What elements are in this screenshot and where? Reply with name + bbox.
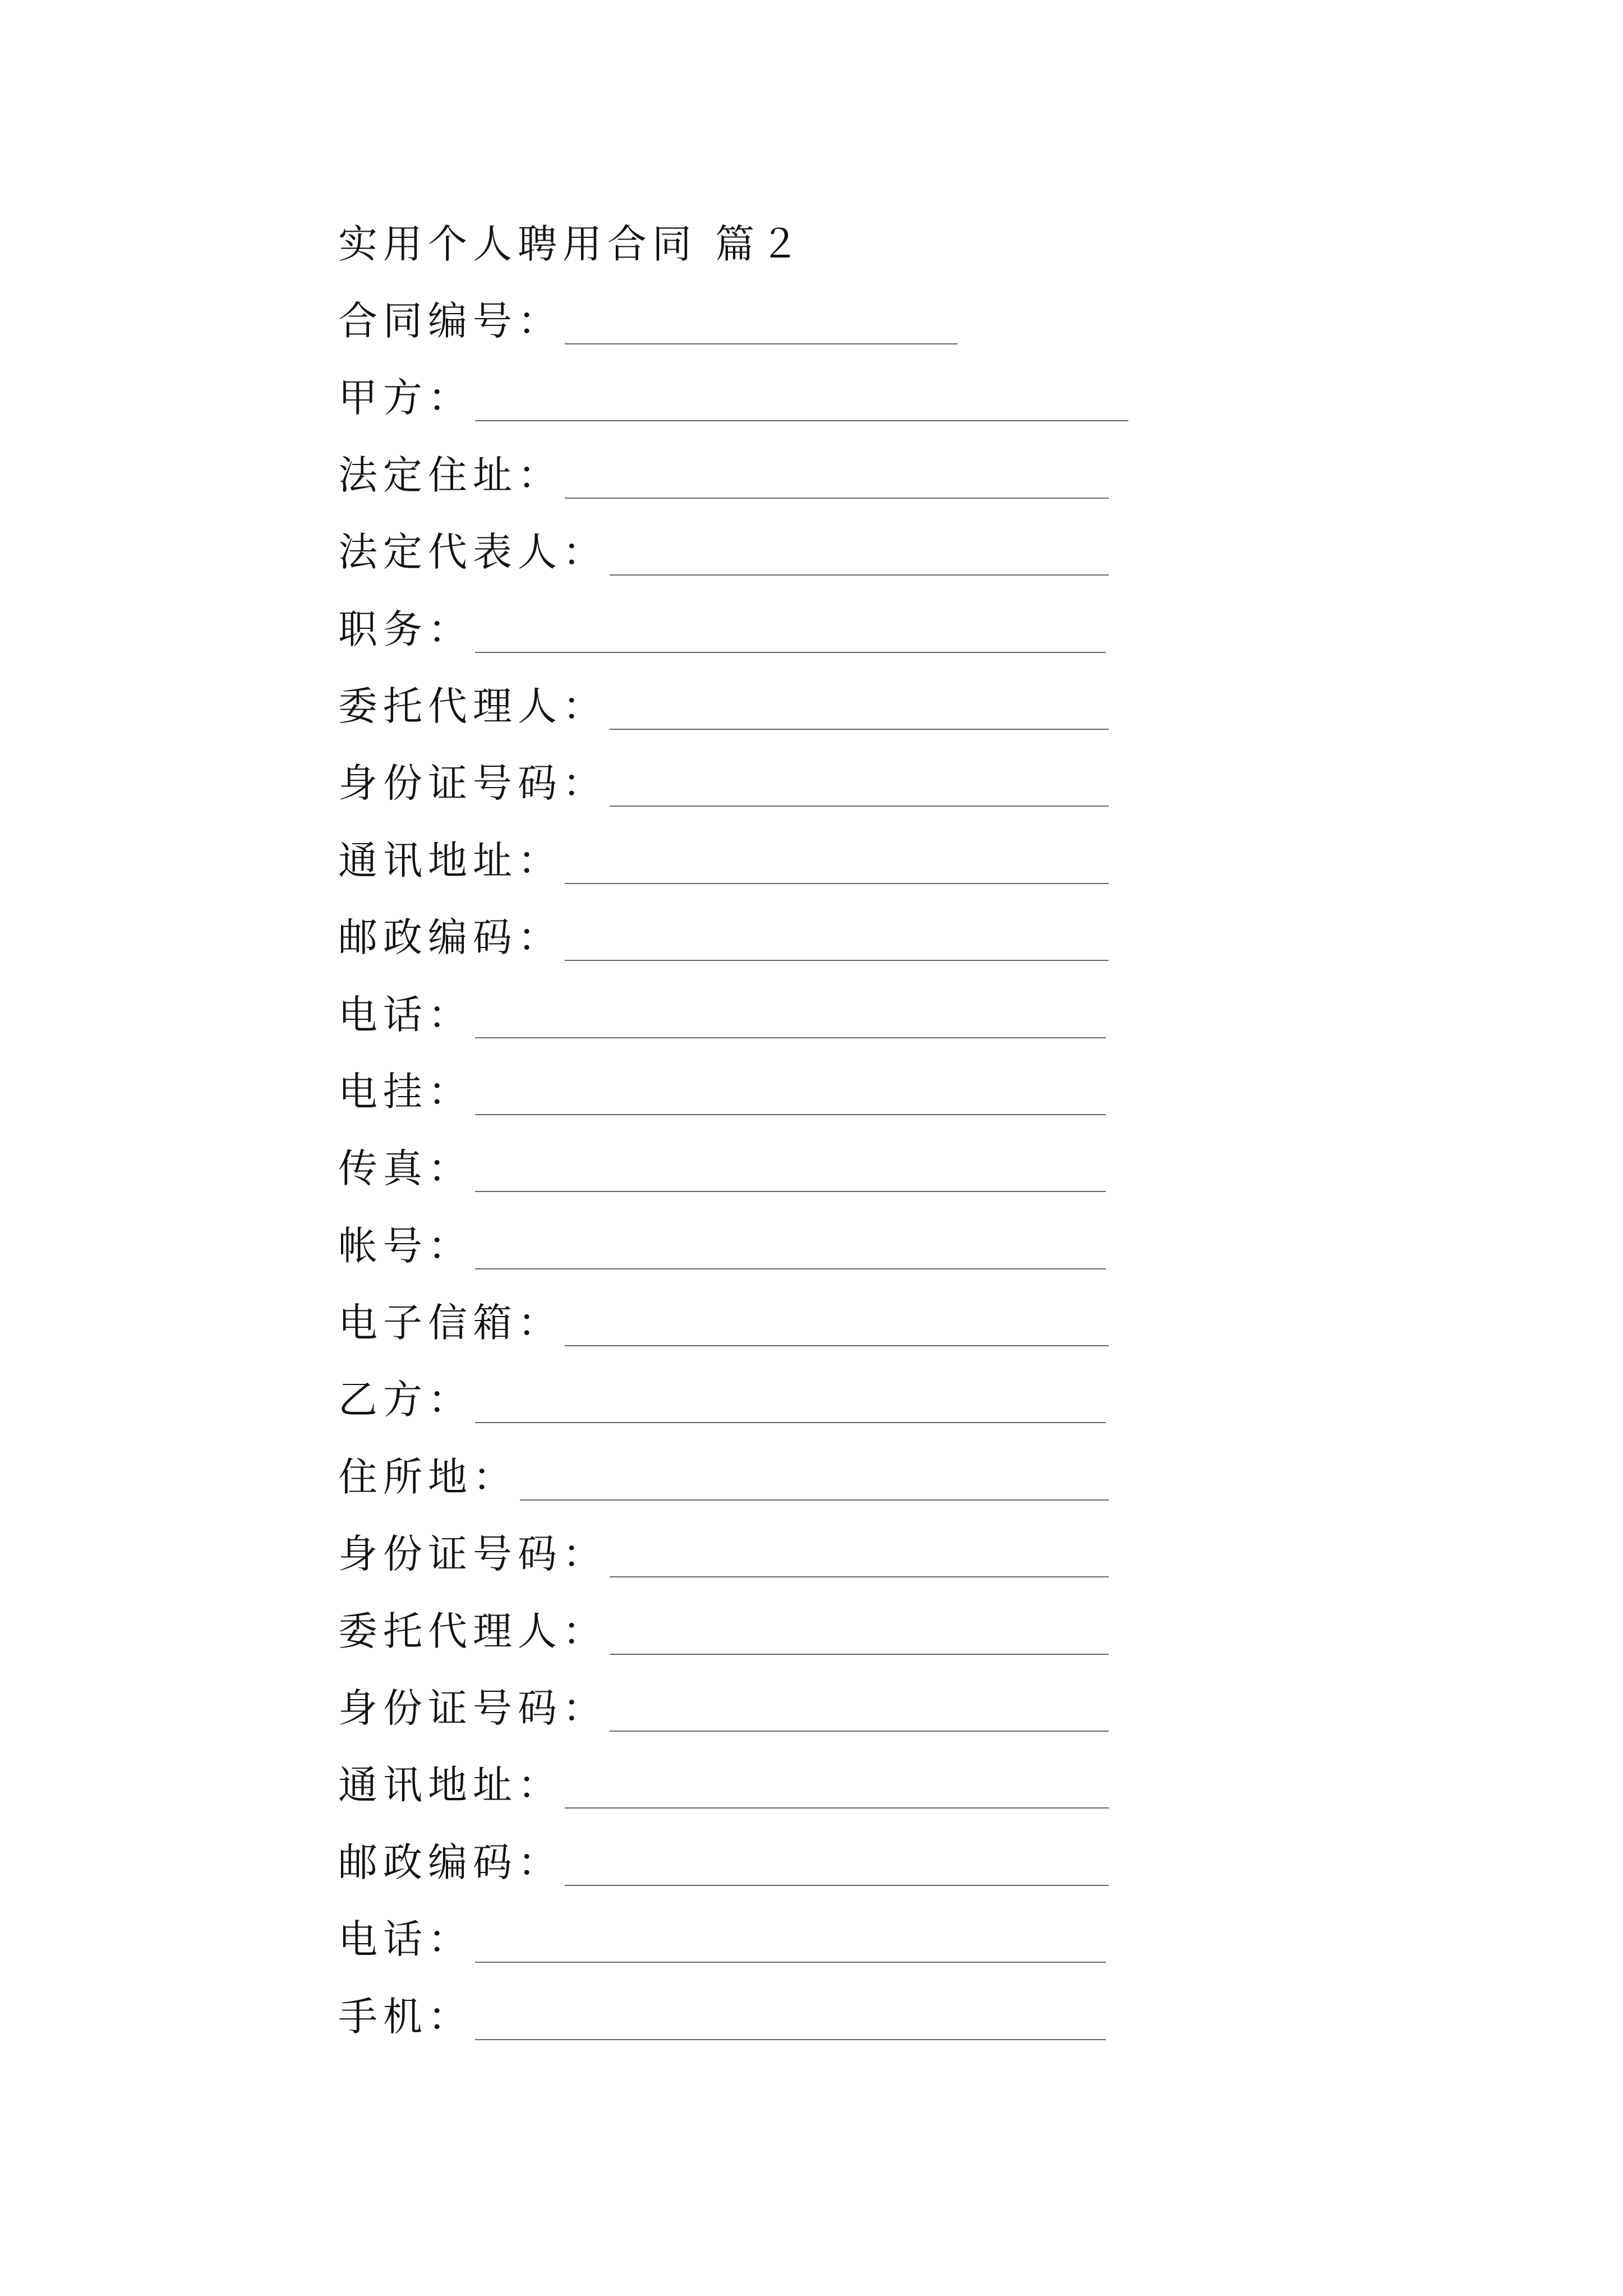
field-party-b <box>338 1366 1179 1443</box>
field-telegraph <box>338 1058 1179 1135</box>
field-label: 帐号： <box>338 1222 473 1269</box>
field-contract-number <box>338 287 1179 364</box>
fill-in-blank[interactable] <box>475 1191 1106 1192</box>
field-postal-code-b <box>338 1829 1179 1906</box>
field-agent <box>338 673 1179 749</box>
field-mailing-address <box>338 827 1179 904</box>
fill-in-blank[interactable] <box>565 1807 1109 1809</box>
fill-in-blank[interactable] <box>565 883 1109 884</box>
fill-in-blank[interactable] <box>610 1576 1109 1577</box>
fill-in-blank[interactable] <box>475 1268 1106 1269</box>
contract-form <box>338 210 1179 2060</box>
fill-in-blank[interactable] <box>475 1422 1106 1423</box>
field-label: 委托代理人： <box>338 683 607 729</box>
fill-in-blank[interactable] <box>610 574 1109 576</box>
fill-in-blank[interactable] <box>610 1731 1109 1732</box>
fill-in-blank[interactable] <box>475 1037 1106 1038</box>
field-label: 邮政编码： <box>338 1839 562 1885</box>
field-label: 身份证号码： <box>338 760 607 807</box>
document-title: 实用个人聘用合同 篇２ <box>338 221 805 267</box>
field-legal-address <box>338 441 1179 518</box>
fill-in-blank[interactable] <box>475 1962 1106 1963</box>
fill-in-blank[interactable] <box>475 2039 1106 2040</box>
field-label: 电话： <box>338 991 473 1038</box>
fill-in-blank[interactable] <box>610 729 1109 730</box>
field-label: 通讯地址： <box>338 1762 562 1809</box>
fill-in-blank[interactable] <box>475 1114 1106 1115</box>
field-domicile <box>338 1443 1179 1520</box>
field-party-a <box>338 364 1179 441</box>
fill-in-blank[interactable] <box>520 1499 1109 1501</box>
fill-in-blank[interactable] <box>610 1654 1109 1655</box>
field-id-number <box>338 749 1179 826</box>
field-label: 电子信箱： <box>338 1300 562 1346</box>
field-legal-representative <box>338 518 1179 595</box>
fill-in-blank[interactable] <box>565 498 1109 499</box>
field-label: 电挂： <box>338 1068 473 1115</box>
field-label: 身份证号码： <box>338 1531 607 1577</box>
field-mailing-address-b <box>338 1751 1179 1828</box>
fill-in-blank[interactable] <box>475 652 1106 653</box>
fill-in-blank[interactable] <box>565 960 1109 961</box>
field-label: 传真： <box>338 1145 473 1192</box>
field-label: 甲方： <box>338 375 473 421</box>
fill-in-blank[interactable] <box>565 1345 1109 1346</box>
field-agent-id-number-b <box>338 1674 1179 1751</box>
field-mobile-b <box>338 1983 1179 2060</box>
field-postal-code <box>338 904 1179 981</box>
field-label: 法定代表人： <box>338 529 607 576</box>
fill-in-blank[interactable] <box>610 806 1109 807</box>
fill-in-blank[interactable] <box>565 1885 1109 1886</box>
field-agent-b <box>338 1598 1179 1674</box>
field-position <box>338 596 1179 673</box>
field-account <box>338 1212 1179 1289</box>
field-label: 法定住址： <box>338 452 562 498</box>
field-label: 职务： <box>338 606 473 652</box>
field-id-number-b <box>338 1520 1179 1597</box>
field-phone-b <box>338 1906 1179 1982</box>
field-label: 合同编号： <box>338 298 562 344</box>
field-label: 电话： <box>338 1916 473 1963</box>
field-label: 邮政编码： <box>338 914 562 961</box>
field-fax <box>338 1135 1179 1212</box>
fill-in-blank[interactable] <box>565 343 957 344</box>
field-label: 身份证号码： <box>338 1685 607 1732</box>
fill-in-blank[interactable] <box>475 420 1128 421</box>
field-label: 通讯地址： <box>338 837 562 884</box>
field-label: 委托代理人： <box>338 1608 607 1654</box>
field-label: 乙方： <box>338 1377 473 1423</box>
field-email <box>338 1289 1179 1366</box>
field-label: 手机： <box>338 1993 473 2040</box>
field-label: 住所地： <box>338 1453 518 1500</box>
field-phone <box>338 981 1179 1058</box>
